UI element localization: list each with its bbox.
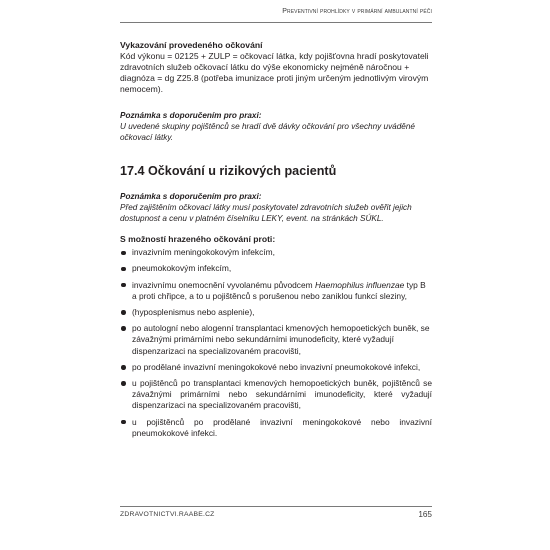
chapter-heading: 17.4 Očkování u rizikových pacientů	[120, 164, 337, 179]
list-item-text: u pojištěnců po prodělané invazivní meningokokové nebo invazivní pneumokokové infekci.	[132, 416, 432, 438]
footer-rule	[120, 506, 432, 507]
list-item-text: po autologní nebo alogenní transplantaci kmenových hemopoetických buněk, se závažnými primárními nebo sekundárními imunodeficity, které vyžadují dispenzarizaci na specializovaném pracovišti,	[132, 323, 430, 356]
bullet-icon	[121, 326, 126, 331]
footer-website: ZDRAVOTNICTVI.RAABE.CZ	[120, 511, 215, 518]
list-item	[120, 417, 432, 440]
section-title: Vykazování provedeného očkování	[120, 40, 263, 50]
list-item-text: (hyposplenismus nebo asplenie),	[132, 306, 255, 317]
list-item-text: pneumokokovým infekcím,	[132, 263, 232, 274]
running-header: Preventivní prohlídky v primární ambulantní péči	[282, 8, 432, 15]
practice-note-body: Před zajištěním očkovací látky musí poskytovatel zdravotních služeb ověřit jejich dostupnost a cenu v platném číselníku LEKY, event. na stránkách SÚKL.	[120, 203, 412, 224]
practice-note-1	[120, 110, 432, 143]
list-item-text-before: invazivnímu onemocnění vyvolanému původcem	[132, 279, 315, 290]
bullet-icon	[121, 381, 126, 386]
bullet-icon	[121, 365, 126, 370]
bullet-icon	[121, 267, 126, 272]
list-item	[120, 323, 432, 357]
list-item-text-after: typ B a proti chřipce, a to u pojištěnců s porušenou nebo zaniklou funkcí sleziny,	[132, 279, 426, 301]
list-item-text-italic: Haemophilus influenzae	[314, 279, 405, 290]
possibilities-list	[120, 247, 432, 439]
list-item-text: u pojištěnců po transplantaci kmenových hemopoetických buněk, pojištěnců se závažnými primárními nebo sekundárními imunodeficity, které vyžadují dispenzarizaci na specializovaném pracovišti,	[132, 377, 432, 411]
list-item	[120, 378, 432, 412]
practice-note-body: U uvedené skupiny pojištěnců se hradí dvě dávky očkování pro všechny uváděné očkovací látky.	[120, 122, 415, 143]
bullet-icon	[121, 310, 126, 315]
list-item	[120, 263, 432, 274]
list-item	[120, 247, 432, 258]
page-number: 165	[418, 510, 432, 519]
possibilities-title: S možností hrazeného očkování proti:	[120, 234, 276, 245]
list-item	[120, 307, 432, 318]
bullet-icon	[121, 420, 126, 425]
bullet-icon	[121, 283, 126, 288]
practice-note-2	[120, 191, 432, 224]
list-item	[120, 280, 432, 303]
page-content	[120, 40, 432, 444]
practice-note-title: Poznámka s doporučením pro praxi:	[120, 111, 262, 121]
list-item	[120, 362, 432, 373]
header-rule	[120, 22, 432, 23]
section-body: Kód výkonu = 02125 + ZULP = očkovací látka, kdy pojišťovna hradí poskytovateli zdravotních služeb očkovací látku do výše ekonomicky nejméně náročnou + diagnóza = dg Z25.8 (potřeba imunizace proti jiným určeným jednotlivým virovým nemocem).	[120, 51, 429, 95]
list-item-text: po prodělané invazivní meningokokové nebo invazivní pneumokokové infekci,	[132, 361, 421, 372]
list-item-text: invazivním meningokokovým infekcím,	[132, 247, 275, 258]
bullet-icon	[121, 251, 126, 256]
practice-note-title: Poznámka s doporučením pro praxi:	[120, 192, 262, 202]
